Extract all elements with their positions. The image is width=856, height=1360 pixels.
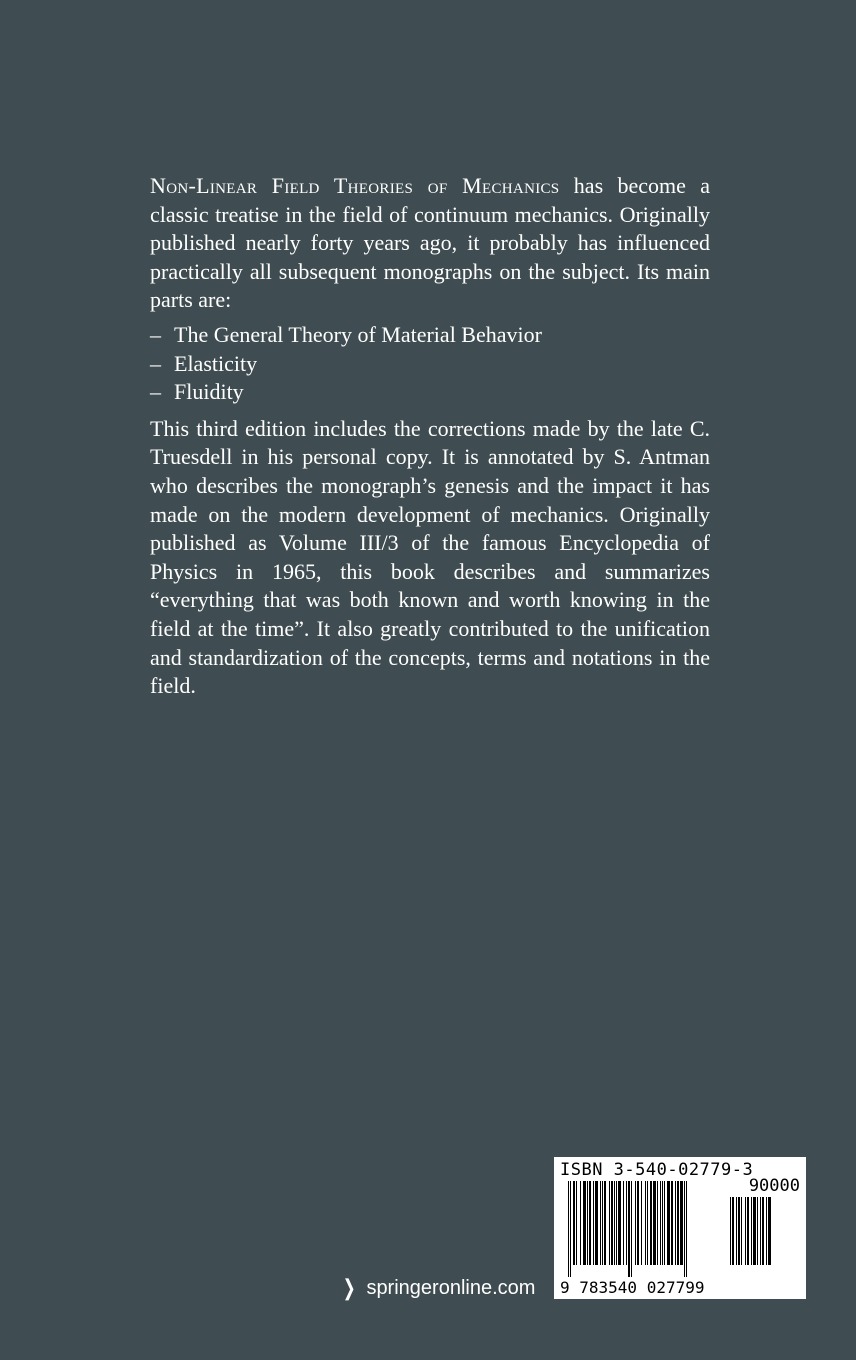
- barcode-bar: [614, 1181, 615, 1265]
- barcode-bar: [609, 1181, 610, 1265]
- list-dash: –: [150, 379, 161, 405]
- list-dash: –: [150, 321, 161, 347]
- list-item-label: Elasticity: [174, 350, 258, 376]
- barcode-bar: [595, 1181, 598, 1265]
- barcode-bar: [664, 1181, 665, 1265]
- barcode-bar: [587, 1181, 588, 1265]
- barcode-bar: [641, 1181, 642, 1265]
- isbn-barcode: [554, 1157, 806, 1299]
- barcode-bar: [604, 1181, 606, 1265]
- barcode-bar: [647, 1181, 648, 1265]
- barcode-bar: [760, 1197, 761, 1265]
- publisher-website-link[interactable]: [340, 1275, 535, 1301]
- intro-paragraph: [150, 172, 710, 315]
- list-item: [150, 321, 710, 350]
- edition-paragraph: This third edition includes the corrections made by the late C. Truesdell in his personal copy. It is annotated by S. Antman who describes the monograph’s genesis and the impact it has made on the modern development of mechanics. Originally published as Volume III/3 of the famous Encyclopedia of Physics in 1965, this book describes and summarizes “everything that was both known and worth knowing in the field at the time”. It also greatly contributed to the unification and standardization of the concepts, terms and notations in the field.: [150, 415, 710, 699]
- barcode-bar: [570, 1181, 571, 1277]
- barcode-bar: [768, 1197, 771, 1265]
- barcode-bar: [677, 1181, 679, 1265]
- back-cover-blurb: [150, 172, 710, 701]
- main-parts-list: [150, 321, 710, 407]
- barcode-bar: [628, 1181, 630, 1277]
- chevron-right-icon: ❯: [342, 1275, 356, 1300]
- barcode-bar: [662, 1181, 663, 1265]
- barcode-bar: [653, 1181, 656, 1265]
- list-item-label: Fluidity: [174, 379, 244, 405]
- barcode-bar: [745, 1197, 746, 1265]
- barcode-bar: [675, 1181, 676, 1265]
- barcode-bar: [589, 1181, 591, 1265]
- barcode-bar: [657, 1181, 658, 1265]
- barcode-bar: [738, 1197, 740, 1265]
- barcode-bar: [650, 1181, 652, 1265]
- barcode-bar: [618, 1181, 621, 1265]
- barcode-bar: [626, 1181, 627, 1265]
- isbn-label: ISBN 3-540-02779-3: [560, 1160, 754, 1180]
- barcode-bar: [757, 1197, 758, 1265]
- barcode-bar: [593, 1181, 594, 1265]
- barcode-bar: [616, 1181, 617, 1265]
- addon-barcode-bars: [730, 1197, 800, 1277]
- barcode-bar: [660, 1181, 661, 1265]
- barcode-bar: [730, 1197, 731, 1265]
- ean-number-label: 9 783540 027799: [560, 1278, 705, 1297]
- barcode-bar: [751, 1197, 752, 1265]
- barcode-bar: [568, 1181, 569, 1277]
- ean-barcode-bars: [568, 1181, 726, 1279]
- barcode-bar: [766, 1197, 767, 1265]
- barcode-bar: [580, 1181, 581, 1265]
- barcode-bar: [583, 1181, 586, 1265]
- barcode-bar: [762, 1197, 764, 1265]
- barcode-bar: [645, 1181, 646, 1265]
- barcode-bar: [667, 1181, 670, 1265]
- list-item: [150, 350, 710, 379]
- barcode-bar: [635, 1181, 636, 1265]
- barcode-bar: [576, 1181, 577, 1265]
- barcode-bar: [611, 1181, 613, 1265]
- barcode-bar: [631, 1181, 632, 1277]
- barcode-bar: [686, 1181, 687, 1277]
- barcode-bar: [753, 1197, 756, 1265]
- barcode-bar: [671, 1181, 673, 1265]
- barcode-bar: [747, 1197, 749, 1265]
- barcode-bar: [623, 1181, 624, 1265]
- barcode-bar: [600, 1181, 601, 1265]
- barcode-bar: [736, 1197, 737, 1265]
- barcode-bar: [602, 1181, 603, 1265]
- barcode-bar: [680, 1181, 683, 1265]
- price-code-label: 90000: [748, 1176, 800, 1196]
- list-item: [150, 378, 710, 407]
- list-dash: –: [150, 350, 161, 376]
- barcode-bar: [741, 1197, 742, 1265]
- barcode-bar: [573, 1181, 575, 1265]
- website-label: springeronline.com: [366, 1276, 536, 1299]
- book-title: Non-Linear Field Theories of Mechanics: [150, 173, 560, 198]
- barcode-bar: [732, 1197, 734, 1265]
- intro-text: has become a classic treatise in the field of continuum mechanics. Originally published nearly forty years ago, it probably has influenced practically all subsequent monographs on the subject. Its main parts are:: [150, 173, 710, 313]
- barcode-bar: [637, 1181, 639, 1265]
- list-item-label: The General Theory of Material Behavior: [174, 321, 542, 347]
- barcode-bar: [684, 1181, 685, 1277]
